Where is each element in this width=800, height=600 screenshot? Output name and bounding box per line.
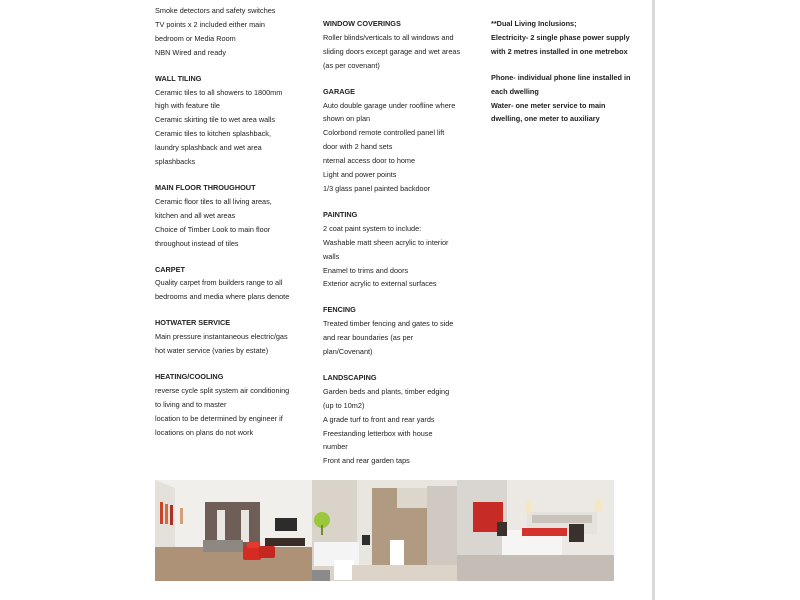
- text-line: Main pressure instantaneous electric/gas: [155, 332, 288, 342]
- text-line: (as per covenant): [323, 60, 380, 70]
- text-line: shown on plan: [323, 114, 371, 124]
- section-heading-window-coverings: WINDOW COVERINGS: [323, 19, 401, 28]
- text-line: Choice of Timber Look to main floor: [155, 224, 271, 234]
- section-heading-wall-tiling: WALL TILING: [155, 73, 202, 83]
- living-room-photo: [155, 480, 312, 581]
- text-line: Electricity- 2 single phase power supply: [491, 32, 630, 42]
- section-heading-painting: PAINTING: [323, 209, 358, 219]
- inclusions-column-1: [155, 4, 315, 439]
- text-line: and rear boundaries (as per: [323, 333, 414, 343]
- text-line: with 2 metres installed in one metrebox: [491, 46, 628, 56]
- text-line: Ceramic floor tiles to all living areas,: [155, 196, 272, 206]
- text-line: splashbacks: [155, 157, 196, 167]
- text-line: dwelling, one meter to auxiliary: [491, 114, 600, 124]
- text-line: laundry splashback and wet area: [155, 143, 262, 153]
- text-line: Phone- individual phone line installed in: [491, 72, 631, 82]
- text-line: 1/3 glass panel painted backdoor: [323, 183, 431, 193]
- text-line: Enamel to trims and doors: [323, 265, 409, 275]
- section-heading-garage: GARAGE: [323, 86, 356, 96]
- section-heading-hotwater: HOTWATER SERVICE: [155, 318, 231, 328]
- text-line: Freestanding letterbox with house: [323, 428, 433, 438]
- text-line: nternal access door to home: [323, 156, 416, 166]
- text-line: (up to 10m2): [323, 400, 365, 410]
- text-line: Garden beds and plants, timber edging: [323, 386, 450, 396]
- text-line: plan/Covenant): [323, 347, 373, 357]
- text-line: walls: [323, 251, 340, 261]
- text-line: to living and to master: [155, 399, 227, 409]
- inclusions-column-2: [323, 4, 473, 468]
- text-line: Ceramic skirting tile to wet area walls: [155, 115, 276, 125]
- bathroom-photo: [312, 480, 457, 581]
- text-line: Exterior acrylic to external surfaces: [323, 279, 437, 289]
- text-line: Auto double garage under roofline where: [323, 100, 456, 110]
- text-line: NBN Wired and ready: [155, 47, 226, 57]
- text-line: Quality carpet from builders range to all: [155, 278, 283, 288]
- section-heading-carpet: CARPET: [155, 264, 185, 274]
- text-line: 2 coat paint system to include:: [323, 223, 422, 233]
- inclusions-column-3: [491, 4, 641, 126]
- text-line: Roller blinds/verticals to all windows and: [323, 32, 454, 42]
- text-line: hot water service (varies by estate): [155, 346, 269, 356]
- text-line: Water- one meter service to main: [491, 100, 606, 110]
- text-line: Ceramic tiles to all showers to 1800mm: [155, 87, 283, 97]
- text-line: high with feature tile: [155, 101, 220, 111]
- text-line: bedroom or Media Room: [155, 33, 236, 43]
- text-line: kitchen and all wet areas: [155, 210, 236, 220]
- text-line: bedrooms and media where plans denote: [155, 292, 290, 302]
- text-line: Front and rear garden taps: [323, 456, 410, 466]
- text-line: Ceramic tiles to kitchen splashback,: [155, 129, 271, 139]
- text-line: each dwelling: [491, 86, 539, 96]
- text-line: number: [323, 442, 348, 452]
- text-line: Washable matt sheen acrylic to interior: [323, 237, 449, 247]
- text-line: A grade turf to front and rear yards: [323, 414, 435, 424]
- page-edge-shadow: [652, 0, 655, 600]
- text-line: door with 2 hand sets: [323, 142, 393, 152]
- text-line: TV points x 2 included either main: [155, 19, 265, 29]
- text-line: locations on plans do not work: [155, 427, 254, 437]
- section-heading-main-floor: MAIN FLOOR THROUGHOUT: [155, 182, 256, 192]
- section-heading-landscaping: LANDSCAPING: [323, 372, 377, 382]
- text-line: throughout instead of tiles: [155, 238, 239, 248]
- section-heading-heating-cooling: HEATING/COOLING: [155, 371, 224, 381]
- text-line: Treated timber fencing and gates to side: [323, 319, 454, 329]
- section-heading-fencing: FENCING: [323, 305, 356, 315]
- bedroom-photo: [457, 480, 614, 581]
- text-line: reverse cycle split system air conditioning: [155, 385, 290, 395]
- section-heading-dual-living: **Dual Living Inclusions;: [491, 19, 577, 28]
- text-line: Smoke detectors and safety switches: [155, 6, 276, 15]
- text-line: Colorbond remote controlled panel lift: [323, 128, 445, 138]
- text-line: Light and power points: [323, 170, 397, 180]
- text-line: location to be determined by engineer if: [155, 413, 283, 423]
- interior-photo-strip: [155, 480, 614, 581]
- text-line: sliding doors except garage and wet areas: [323, 46, 461, 56]
